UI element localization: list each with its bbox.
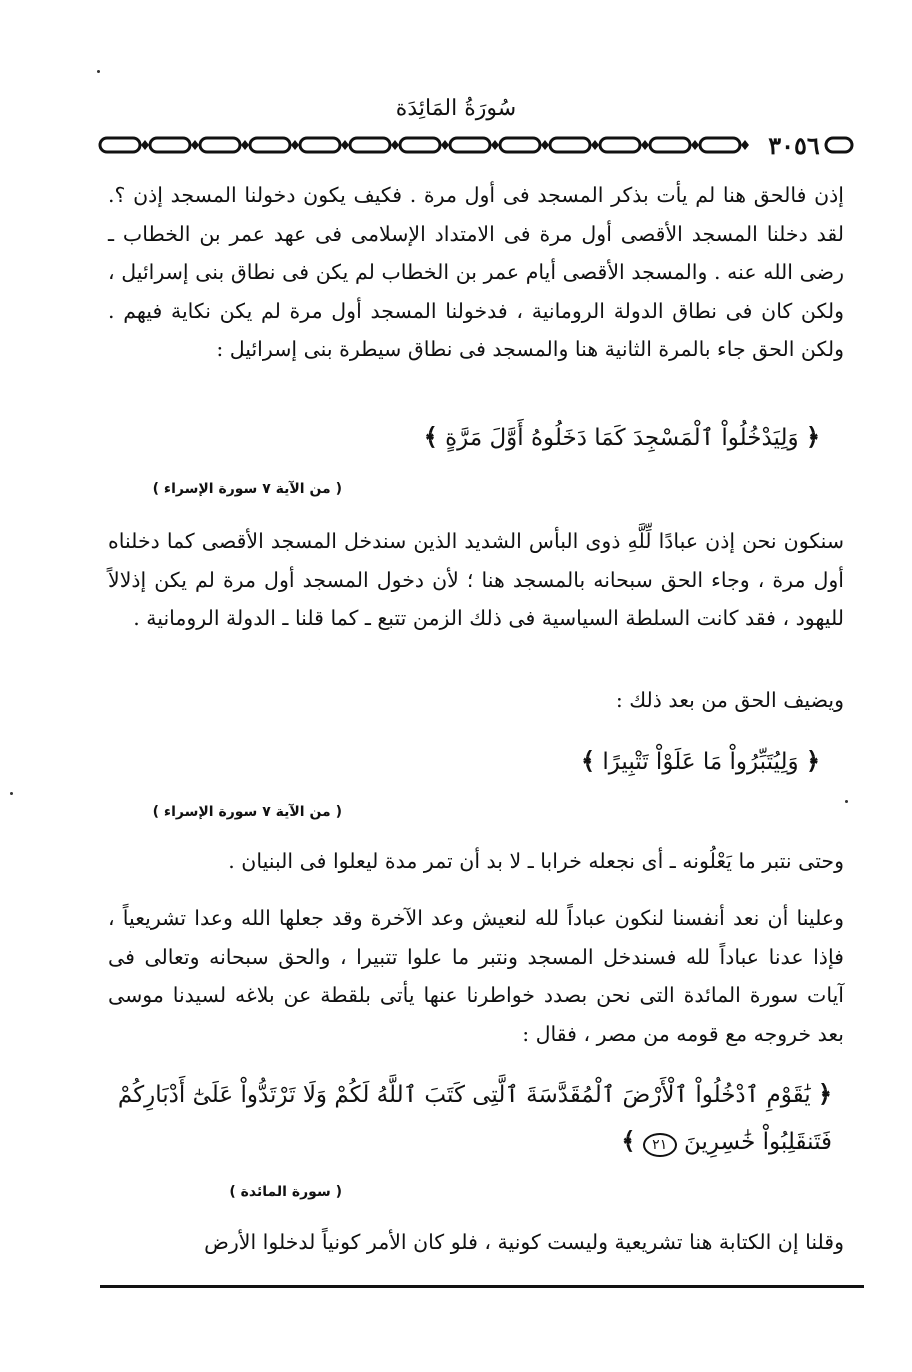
verse-3-reference: ( سورة المائدة ) — [229, 1184, 342, 1200]
paragraph-6: وقلنا إن الكتابة هنا تشريعية وليست كونية ، فلو كان الأمر كونياً لدخلوا الأرض — [204, 1230, 844, 1254]
paragraph-3: ويضيف الحق من بعد ذلك : — [615, 688, 844, 712]
paragraph-4: وحتى نتبر ما يَعْلُونه ـ أى نجعله خرابا ـ لا بد أن تمر مدة ليعلوا فى البنيان . — [228, 849, 844, 873]
surah-title: سُورَةُ المَائِدَة — [395, 96, 517, 121]
quran-verse-2 — [120, 738, 820, 785]
verse-1-reference: ( من الآية ٧ سورة الإسراء ) — [152, 481, 342, 497]
paragraph-1: إذن فالحق هنا لم يأت بذكر المسجد فى أول مرة . فكيف يكون دخولنا المسجد إذن ؟. لقد دخلنا المسجد الأقصى أول مرة فى الامتداد الإسلامى فى عهد عمر بن الخطاب ـ رضى الله عنه . والمسجد الأقصى أيام عمر بن الخطاب لم يكن فى نطاق بنى إسرائيل ، ولكن كان فى نطاق الدولة الرومانية ، فدخولنا المسجد أول مرة لم يكن نكاية فيهم . ولكن الحق جاء بالمرة الثانية هنا والمسجد فى نطاق سيطرة بنى إسرائيل : — [108, 183, 844, 361]
scan-speck — [97, 70, 100, 73]
verse-3-line-1 — [112, 1071, 832, 1118]
page-number: ٣٠٥٦ — [768, 131, 820, 160]
verse-open-bracket: ﴿ — [805, 422, 820, 451]
ornamental-header-rule — [98, 132, 758, 158]
scan-speck — [10, 792, 13, 795]
scan-speck — [845, 800, 848, 803]
verse-close-bracket: ﴾ — [423, 422, 438, 451]
verse-close-bracket: ﴾ — [621, 1126, 636, 1155]
verse-2-reference: ( من الآية ٧ سورة الإسراء ) — [152, 804, 342, 820]
verse-3-line-2-text: فَتَنقَلِبُواْ خَٰسِرِينَ — [684, 1129, 832, 1155]
verse-3-line-1-text: يَٰقَوْمِ ٱدْخُلُواْ ٱلْأَرْضَ ٱلْمُقَدَّسَةَ ٱلَّتِى كَتَبَ ٱللَّهُ لَكُمْ وَلَا تَرْتَدُّواْ عَلَىٰٓ أَدْبَارِكُمْ — [117, 1082, 811, 1108]
ornamental-rule-end — [822, 132, 856, 158]
quran-verse-3 — [112, 1071, 832, 1165]
bottom-rule — [100, 1285, 864, 1288]
verse-1-text: وَلِيَدْخُلُواْ ٱلْمَسْجِدَ كَمَا دَخَلُوهُ أَوَّلَ مَرَّةٍ — [445, 425, 799, 451]
paragraph-5: وعلينا أن نعد أنفسنا لنكون عباداً لله لنعيش وعد الآخرة وقد جعلها الله وعدا تشريعياً ، فإذا عدنا عباداً لله فسندخل المسجد ونتبر ما علوا تتبيرا ، والحق سبحانه وتعالى فى آيات سورة المائدة التى نحن بصدد خواطرنا عنها يأتى بلقطة عن بلاغه لسيدنا موسى بعد خروجه مع قومه من مصر ، فقال : — [108, 906, 844, 1046]
verse-2-text: وَلِيُتَبِّرُواْ مَا عَلَوْاْ تَتْبِيرًا — [602, 749, 799, 775]
verse-close-bracket: ﴾ — [580, 746, 595, 775]
paragraph-2: سنكون نحن إذن عبادًا لِّلَّهِ ذوى البأس الشديد الذين سندخل المسجد الأقصى كما دخلناه أول مرة ، وجاء الحق سبحانه بالمسجد هنا ؛ لأن دخول المسجد أول مرة لم يكن إذلالاً لليهود ، فقد كانت السلطة السياسية فى ذلك الزمن تتبع ـ كما قلنا ـ الدولة الرومانية . — [108, 529, 844, 630]
verse-number-marker: ٢١ — [643, 1133, 677, 1157]
quran-verse-1 — [120, 414, 820, 461]
verse-open-bracket: ﴿ — [817, 1079, 832, 1108]
verse-open-bracket: ﴿ — [805, 746, 820, 775]
verse-3-line-2 — [112, 1118, 832, 1165]
